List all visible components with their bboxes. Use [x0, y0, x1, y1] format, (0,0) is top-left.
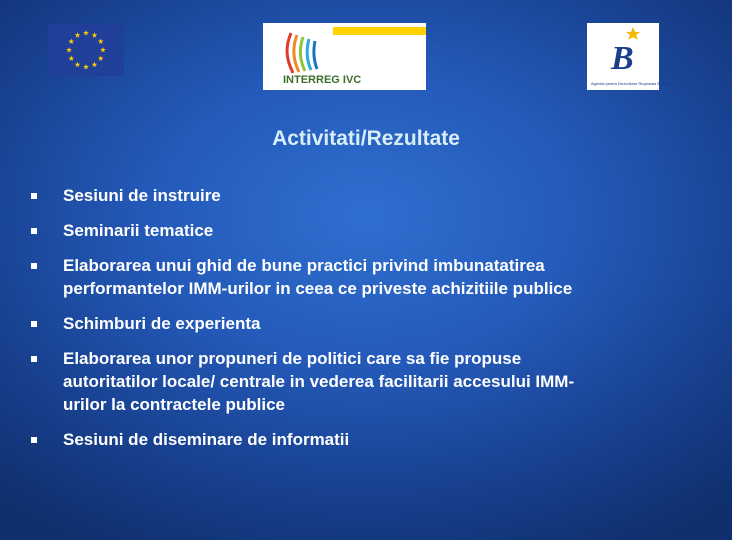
bullet-text-line: Sesiuni de instruire: [63, 186, 221, 205]
bullet-text-line: Elaborarea unor propuneri de politici care sa fie propuse: [63, 349, 522, 368]
bullet-text-line: autoritatilor locale/ centrale in vederea facilitarii accesului IMM-: [63, 372, 575, 391]
eu-star-icon: [83, 30, 89, 35]
bullet-text-line: urilor la contractele publice: [63, 395, 286, 414]
eu-star-icon: [75, 62, 81, 67]
bullet-item: [28, 312, 708, 335]
eu-star-icon: [68, 56, 74, 61]
bullet-text-line: Elaborarea unui ghid de bune practici privind imbunatatirea: [63, 256, 545, 275]
bullet-text-line: performantelor IMM-urilor in ceea ce priveste achizitiile publice: [63, 279, 573, 298]
partner-text: Agentia pentru Dezvoltare Regionala Bucuresti - Ilfov: [591, 81, 686, 86]
interreg-ivc-logo: [263, 23, 426, 90]
bullet-item: [28, 219, 708, 242]
partner-b-icon: [587, 23, 686, 90]
square-bullet-icon: [31, 437, 37, 443]
partner-agency-logo: [587, 23, 686, 90]
bullet-item: [28, 428, 708, 451]
svg-text:B: B: [611, 40, 634, 77]
eu-star-icon: [66, 47, 72, 52]
interreg-swoosh-icon: [263, 23, 426, 90]
eu-star-icon: [75, 32, 81, 37]
eu-star-icon: [98, 56, 104, 61]
square-bullet-icon: [31, 228, 37, 234]
eu-stars-icon: [48, 24, 124, 76]
eu-star-icon: [100, 47, 106, 52]
eu-star-icon: [92, 62, 98, 67]
eu-star-icon: [68, 39, 74, 44]
bullet-item: [28, 347, 708, 416]
square-bullet-icon: [31, 193, 37, 199]
interreg-text: INTERREG IVC: [283, 74, 362, 86]
eu-flag-logo: [48, 24, 124, 76]
square-bullet-icon: [31, 263, 37, 269]
slide-title: Activitati/Rezultate: [272, 127, 460, 150]
bullet-text-line: Sesiuni de diseminare de informatii: [63, 430, 350, 449]
square-bullet-icon: [31, 356, 37, 362]
bullet-list: [28, 184, 708, 451]
eu-star-icon: [98, 39, 104, 44]
bullet-text-line: Schimburi de experienta: [63, 314, 261, 333]
bullet-item: [28, 184, 708, 207]
eu-star-icon: [83, 64, 89, 69]
bullet-text-line: Seminarii tematice: [63, 221, 214, 240]
bullet-item: [28, 254, 708, 300]
square-bullet-icon: [31, 321, 37, 327]
eu-star-icon: [92, 32, 98, 37]
